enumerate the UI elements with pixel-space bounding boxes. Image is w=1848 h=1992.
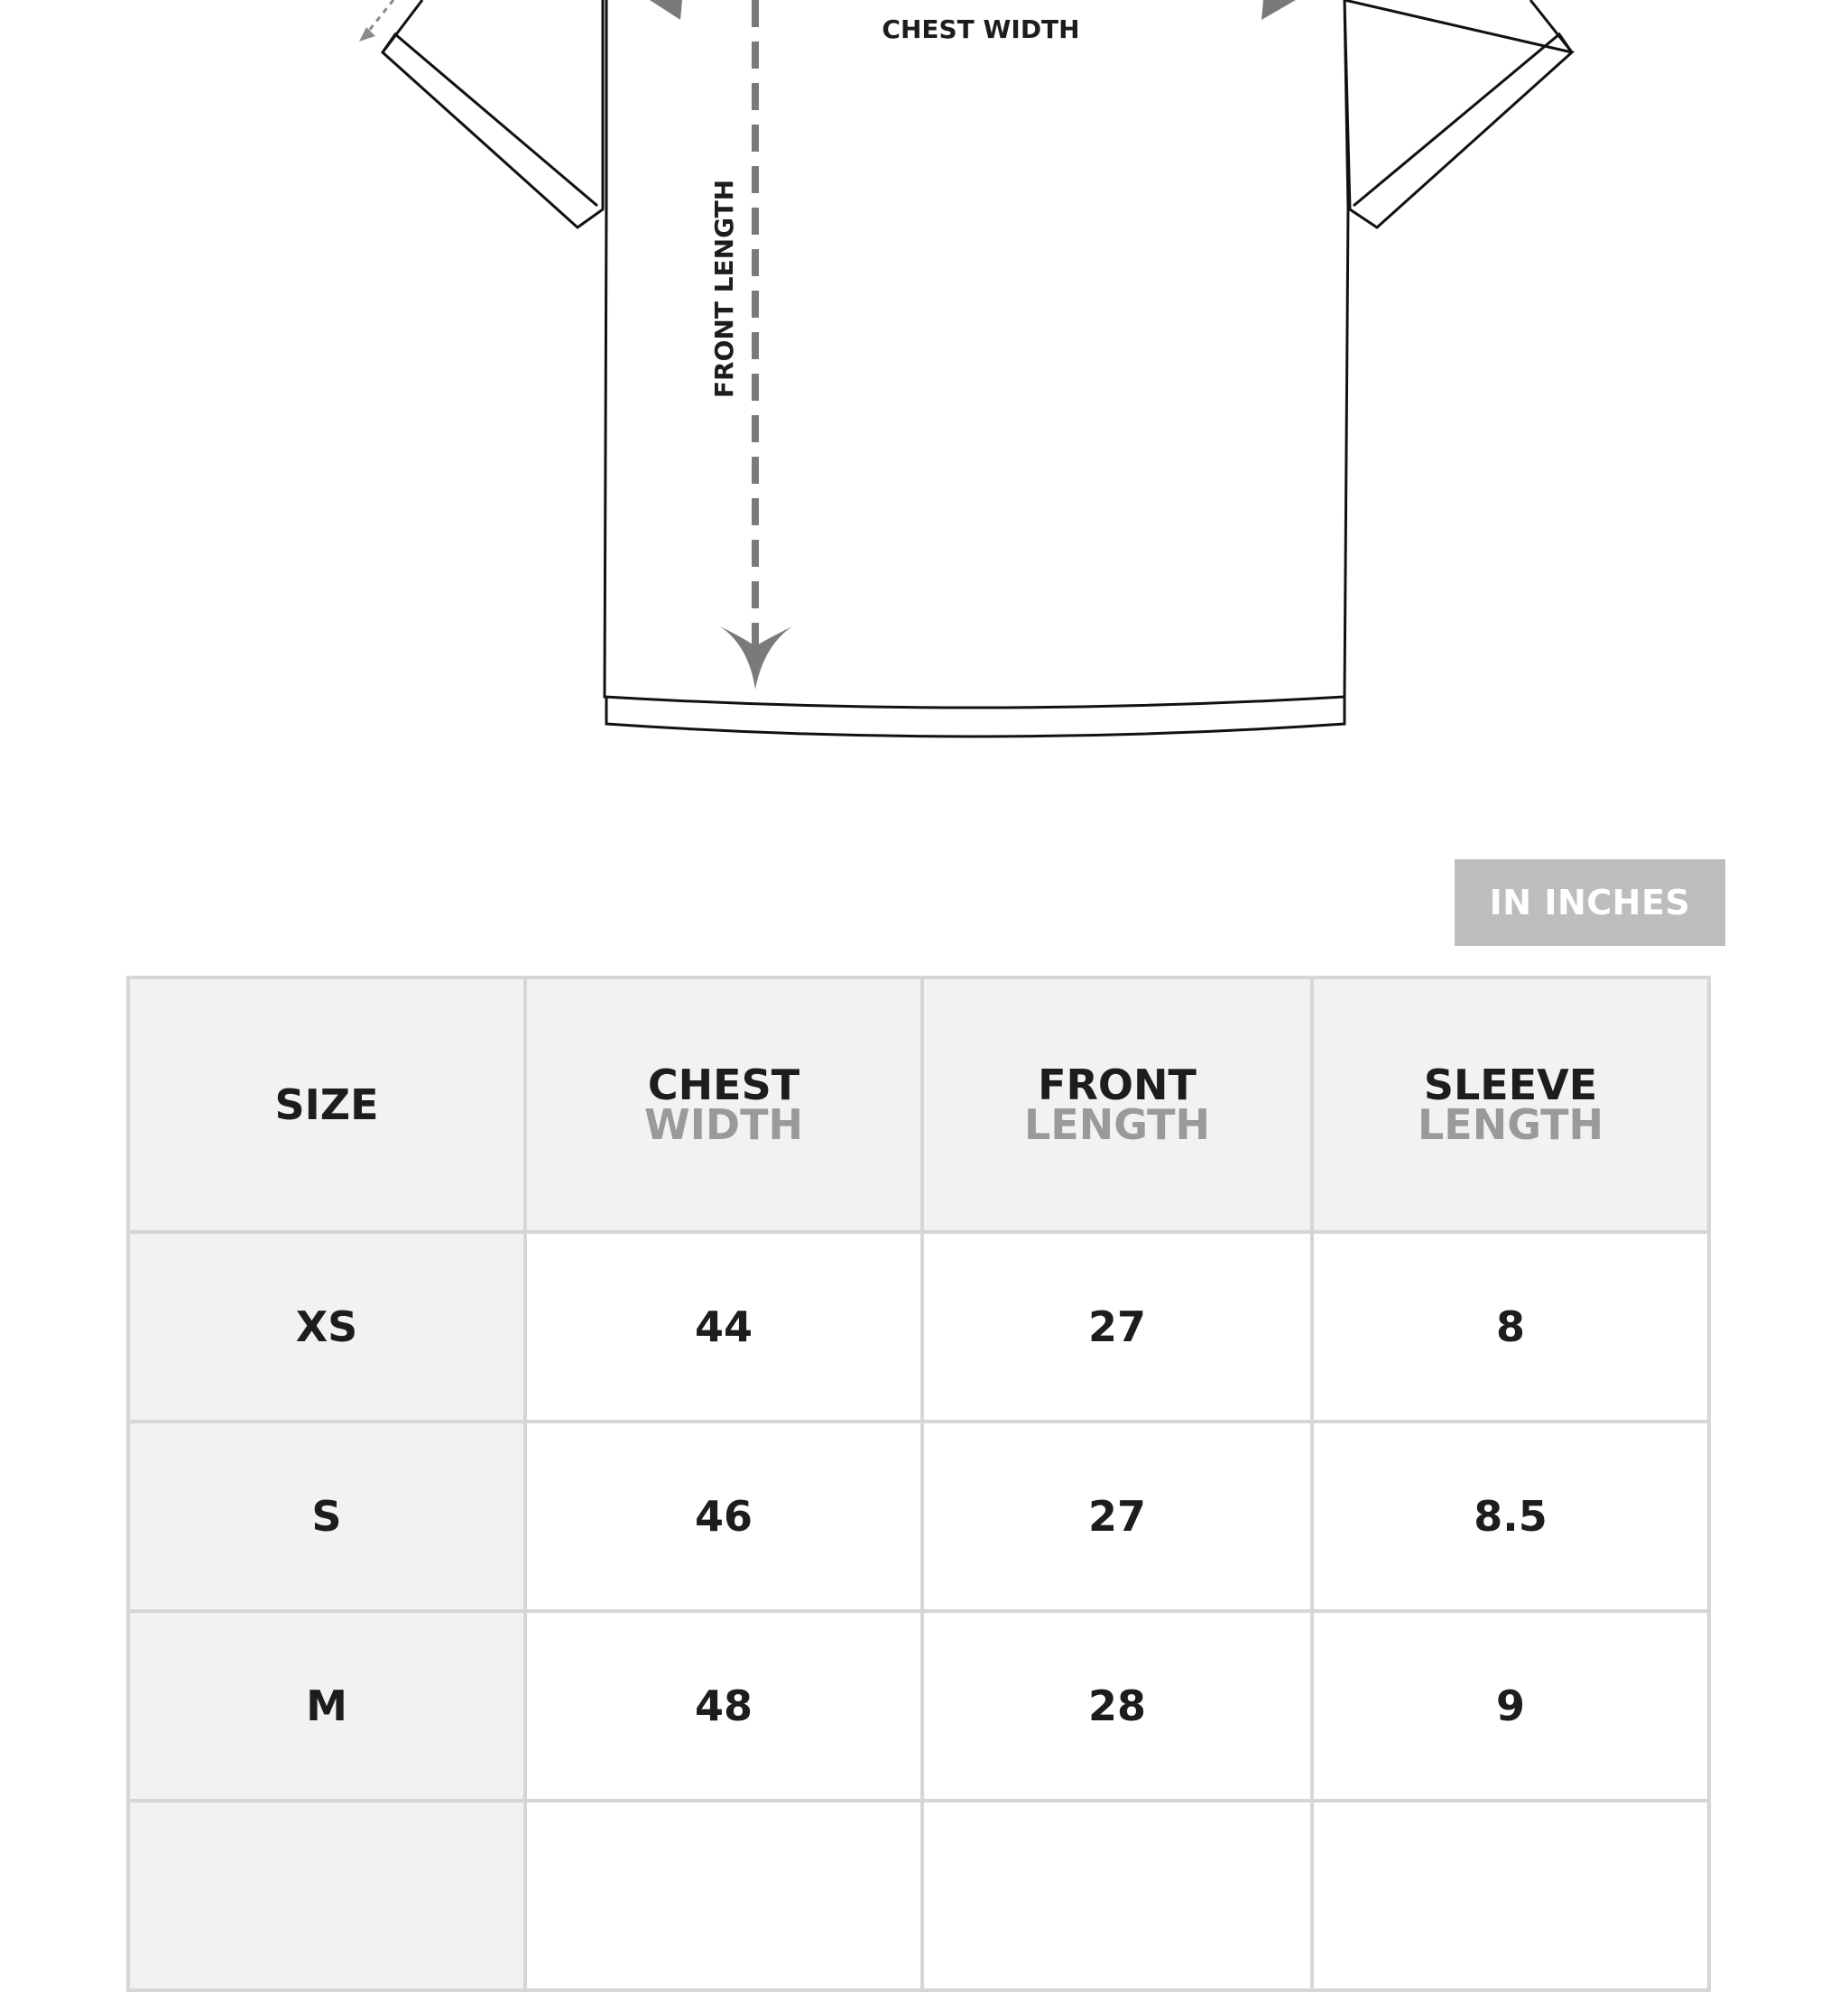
table-header-row	[128, 977, 1709, 1232]
size-cell: M	[128, 1611, 525, 1801]
sleeve-arrow-head	[359, 27, 375, 42]
front-cell: 27	[922, 1422, 1312, 1611]
right-sleeve-cuff	[1354, 34, 1572, 206]
header-front-length	[922, 977, 1312, 1232]
front-cell	[922, 1801, 1312, 1990]
header-sleeve-length	[1312, 977, 1709, 1232]
chest-width-label: CHEST WIDTH	[882, 14, 1080, 44]
chest-cell: 48	[525, 1611, 922, 1801]
chest-cell: 46	[525, 1422, 922, 1611]
size-cell: S	[128, 1422, 525, 1611]
header-size-label: SIZE	[274, 1080, 379, 1129]
header-chest-line1: CHEST	[647, 1061, 800, 1109]
header-front-line1: FRONT	[1038, 1061, 1197, 1109]
chest-cell	[525, 1801, 922, 1990]
size-cell: XS	[128, 1232, 525, 1422]
table-row	[128, 1232, 1709, 1422]
front-length-label: FRONT LENGTH	[709, 179, 739, 399]
sleeve-cell: 8	[1312, 1232, 1709, 1422]
table-row	[128, 1801, 1709, 1990]
sleeve-cell	[1312, 1801, 1709, 1990]
left-sleeve-outline	[383, 0, 603, 227]
tshirt-diagram	[0, 0, 1848, 848]
front-cell: 28	[922, 1611, 1312, 1801]
header-front-line2: LENGTH	[1023, 1100, 1211, 1149]
left-sleeve-cuff	[383, 34, 597, 206]
right-sleeve-outline	[1344, 0, 1572, 227]
header-size	[128, 977, 525, 1232]
chest-cell: 44	[525, 1232, 922, 1422]
size-cell	[128, 1801, 525, 1990]
sleeve-cell: 8.5	[1312, 1422, 1709, 1611]
table-row	[128, 1611, 1709, 1801]
sleeve-cell: 9	[1312, 1611, 1709, 1801]
size-chart-table	[126, 976, 1711, 1992]
front-cell: 27	[922, 1232, 1312, 1422]
header-chest-line2: WIDTH	[644, 1100, 803, 1149]
unit-badge: IN INCHES	[1455, 859, 1725, 946]
table-row	[128, 1422, 1709, 1611]
header-chest-width	[525, 977, 922, 1232]
header-sleeve-line1: SLEEVE	[1423, 1061, 1598, 1109]
header-sleeve-line2: LENGTH	[1417, 1100, 1604, 1149]
